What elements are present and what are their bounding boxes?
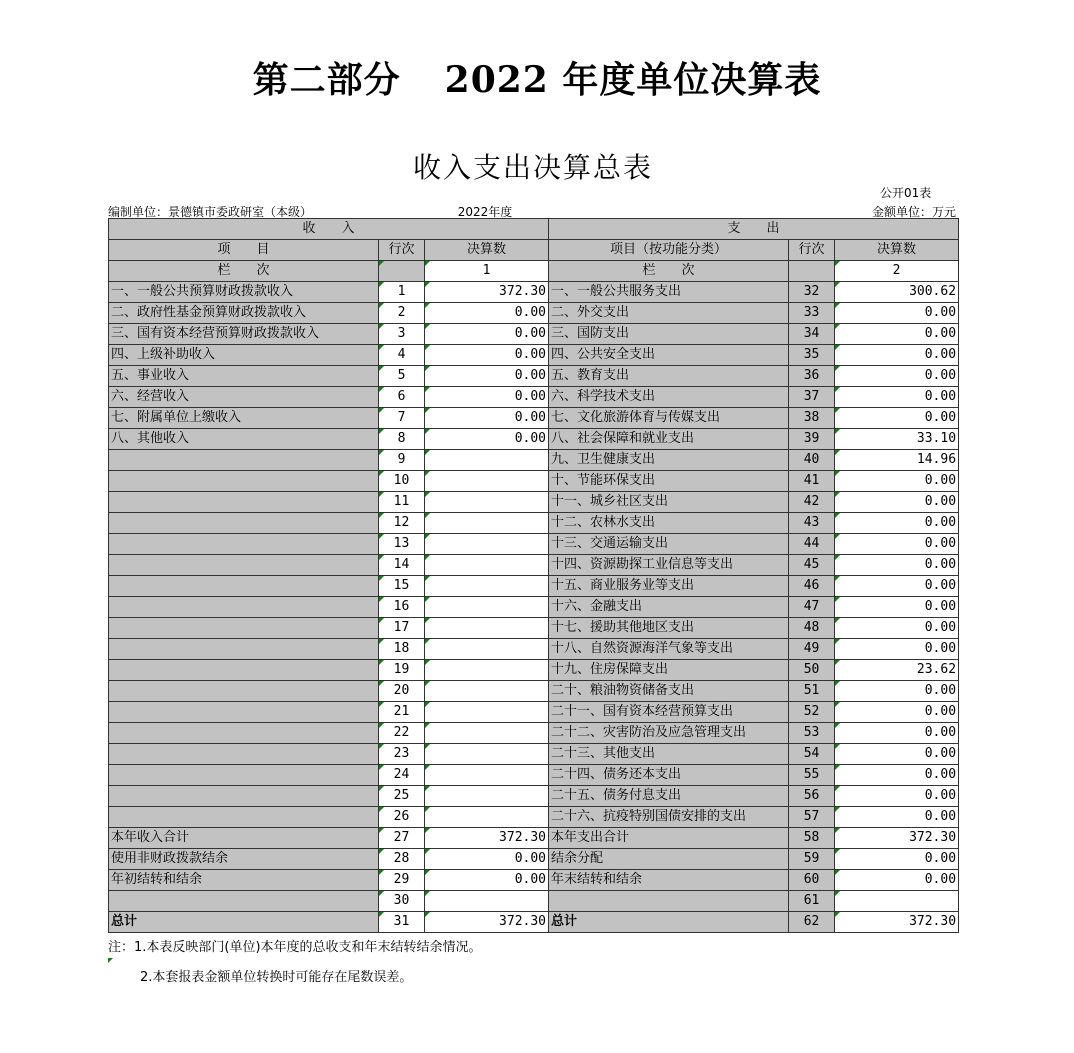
income-section-header: 收 入 bbox=[109, 219, 549, 240]
income-item-cell bbox=[109, 723, 379, 744]
table-row bbox=[109, 912, 959, 933]
income-item-cell bbox=[109, 639, 379, 660]
table-row bbox=[109, 702, 959, 723]
expense-item-cell: 八、社会保障和就业支出 bbox=[549, 429, 789, 450]
table-row bbox=[109, 492, 959, 513]
expense-item-cell: 二十五、债务付息支出 bbox=[549, 786, 789, 807]
income-item-cell bbox=[109, 744, 379, 765]
expense-rowno-cell: 53 bbox=[789, 723, 835, 744]
income-rowno-cell: 10 bbox=[379, 471, 425, 492]
expense-amount-cell: 0.00 bbox=[835, 492, 959, 513]
income-item-cell: 四、上级补助收入 bbox=[109, 345, 379, 366]
expense-amount-cell: 0.00 bbox=[835, 681, 959, 702]
income-rowno-cell: 8 bbox=[379, 429, 425, 450]
expense-amount-cell: 0.00 bbox=[835, 849, 959, 870]
expense-item-cell: 五、教育支出 bbox=[549, 366, 789, 387]
expense-amount-cell: 0.00 bbox=[835, 639, 959, 660]
income-item-cell bbox=[109, 807, 379, 828]
income-rowno-cell: 13 bbox=[379, 534, 425, 555]
income-amount-cell: 0.00 bbox=[425, 387, 549, 408]
expense-item-cell: 二十、粮油物资储备支出 bbox=[549, 681, 789, 702]
income-amount-cell bbox=[425, 786, 549, 807]
expense-column-label: 栏 次 bbox=[549, 261, 789, 282]
table-code: 公开01表 bbox=[880, 186, 932, 200]
expense-item-cell: 二十三、其他支出 bbox=[549, 744, 789, 765]
income-rowno-cell: 15 bbox=[379, 576, 425, 597]
expense-item-cell: 二、外交支出 bbox=[549, 303, 789, 324]
expense-rowno-cell: 45 bbox=[789, 555, 835, 576]
expense-rowno-cell: 48 bbox=[789, 618, 835, 639]
report-year: 2022年度 bbox=[457, 205, 513, 219]
table-row bbox=[109, 555, 959, 576]
sheet-title: 收入支出决算总表 bbox=[412, 151, 653, 184]
expense-amount-cell: 0.00 bbox=[835, 807, 959, 828]
expense-rowno-cell: 58 bbox=[789, 828, 835, 849]
expense-section-header: 支 出 bbox=[549, 219, 959, 240]
expense-item-cell: 二十二、灾害防治及应急管理支出 bbox=[549, 723, 789, 744]
income-rowno-cell: 5 bbox=[379, 366, 425, 387]
table-row bbox=[109, 597, 959, 618]
income-item-cell bbox=[109, 765, 379, 786]
table-row bbox=[109, 324, 959, 345]
table-body bbox=[109, 219, 959, 933]
income-amount-cell bbox=[425, 723, 549, 744]
income-amount-cell: 0.00 bbox=[425, 408, 549, 429]
income-item-cell: 二、政府性基金预算财政拨款收入 bbox=[109, 303, 379, 324]
income-amount-cell bbox=[425, 807, 549, 828]
income-rowno-cell: 3 bbox=[379, 324, 425, 345]
expense-rowno-cell: 61 bbox=[789, 891, 835, 912]
expense-item-cell: 十七、援助其他地区支出 bbox=[549, 618, 789, 639]
expense-item-cell: 六、科学技术支出 bbox=[549, 387, 789, 408]
income-amount-header: 决算数 bbox=[425, 240, 549, 261]
income-rowno-cell: 31 bbox=[379, 912, 425, 933]
income-rowno-cell: 19 bbox=[379, 660, 425, 681]
income-item-cell: 总计 bbox=[109, 912, 379, 933]
expense-rowno-cell: 41 bbox=[789, 471, 835, 492]
expense-item-cell: 二十一、国有资本经营预算支出 bbox=[549, 702, 789, 723]
income-rowno-cell: 23 bbox=[379, 744, 425, 765]
table-row bbox=[109, 849, 959, 870]
expense-item-cell: 十五、商业服务业等支出 bbox=[549, 576, 789, 597]
income-rowno-cell: 1 bbox=[379, 282, 425, 303]
income-rowno-cell: 14 bbox=[379, 555, 425, 576]
income-item-cell bbox=[109, 597, 379, 618]
expense-amount-cell: 0.00 bbox=[835, 744, 959, 765]
table-row bbox=[109, 366, 959, 387]
expense-amount-cell: 0.00 bbox=[835, 345, 959, 366]
header-row-sections bbox=[109, 219, 959, 240]
table-row bbox=[109, 660, 959, 681]
expense-item-cell: 十一、城乡社区支出 bbox=[549, 492, 789, 513]
income-rowno-cell: 28 bbox=[379, 849, 425, 870]
income-amount-cell bbox=[425, 513, 549, 534]
expense-item-cell: 十、节能环保支出 bbox=[549, 471, 789, 492]
expense-amount-cell: 0.00 bbox=[835, 366, 959, 387]
expense-column-index: 2 bbox=[835, 261, 959, 282]
expense-rowno-cell: 36 bbox=[789, 366, 835, 387]
compile-unit: 编制单位：景德镇市委政研室（本级） bbox=[108, 205, 313, 219]
income-item-cell: 三、国有资本经营预算财政拨款收入 bbox=[109, 324, 379, 345]
expense-rowno-cell: 54 bbox=[789, 744, 835, 765]
income-rowno-cell: 17 bbox=[379, 618, 425, 639]
expense-item-cell bbox=[549, 891, 789, 912]
income-item-cell bbox=[109, 450, 379, 471]
table-row bbox=[109, 807, 959, 828]
expense-amount-cell: 33.10 bbox=[835, 429, 959, 450]
expense-amount-cell: 0.00 bbox=[835, 534, 959, 555]
expense-amount-cell: 372.30 bbox=[835, 912, 959, 933]
income-item-cell: 六、经营收入 bbox=[109, 387, 379, 408]
income-amount-cell: 0.00 bbox=[425, 303, 549, 324]
income-item-cell: 年初结转和结余 bbox=[109, 870, 379, 891]
part-title bbox=[0, 52, 1074, 103]
income-rowno-cell: 4 bbox=[379, 345, 425, 366]
table-row bbox=[109, 303, 959, 324]
expense-rowno-cell: 32 bbox=[789, 282, 835, 303]
expense-rowno-cell: 33 bbox=[789, 303, 835, 324]
table-row bbox=[109, 387, 959, 408]
table-row bbox=[109, 345, 959, 366]
expense-rowno-cell: 56 bbox=[789, 786, 835, 807]
income-rowno-cell: 9 bbox=[379, 450, 425, 471]
income-item-cell bbox=[109, 702, 379, 723]
expense-item-cell: 结余分配 bbox=[549, 849, 789, 870]
expense-rowno-cell: 35 bbox=[789, 345, 835, 366]
table-row bbox=[109, 429, 959, 450]
expense-item-cell: 十八、自然资源海洋气象等支出 bbox=[549, 639, 789, 660]
income-item-cell bbox=[109, 660, 379, 681]
income-rowno-cell: 7 bbox=[379, 408, 425, 429]
expense-item-cell: 三、国防支出 bbox=[549, 324, 789, 345]
income-item-cell bbox=[109, 576, 379, 597]
expense-amount-cell: 0.00 bbox=[835, 576, 959, 597]
income-amount-cell bbox=[425, 891, 549, 912]
income-amount-cell bbox=[425, 681, 549, 702]
income-item-cell bbox=[109, 786, 379, 807]
expense-amount-cell: 0.00 bbox=[835, 870, 959, 891]
expense-amount-cell: 0.00 bbox=[835, 702, 959, 723]
income-amount-cell: 0.00 bbox=[425, 429, 549, 450]
income-item-cell: 一、一般公共预算财政拨款收入 bbox=[109, 282, 379, 303]
table-row bbox=[109, 786, 959, 807]
part-title-left: 第二部分 bbox=[252, 59, 401, 101]
table-row bbox=[109, 870, 959, 891]
expense-amount-cell: 0.00 bbox=[835, 618, 959, 639]
income-amount-cell bbox=[425, 702, 549, 723]
expense-amount-cell: 0.00 bbox=[835, 408, 959, 429]
expense-item-cell: 四、公共安全支出 bbox=[549, 345, 789, 366]
expense-rowno-cell: 49 bbox=[789, 639, 835, 660]
table-row bbox=[109, 723, 959, 744]
expense-rowno-cell: 50 bbox=[789, 660, 835, 681]
income-amount-cell bbox=[425, 450, 549, 471]
expense-item-cell: 年末结转和结余 bbox=[549, 870, 789, 891]
expense-item-cell: 二十六、抗疫特别国债安排的支出 bbox=[549, 807, 789, 828]
income-item-cell: 使用非财政拨款结余 bbox=[109, 849, 379, 870]
income-amount-cell: 0.00 bbox=[425, 366, 549, 387]
income-item-cell bbox=[109, 492, 379, 513]
expense-rowno-cell: 38 bbox=[789, 408, 835, 429]
expense-rowno-cell: 42 bbox=[789, 492, 835, 513]
expense-rowno-cell: 37 bbox=[789, 387, 835, 408]
income-amount-cell bbox=[425, 660, 549, 681]
note-marker bbox=[108, 958, 113, 963]
expense-rowno-cell: 34 bbox=[789, 324, 835, 345]
income-amount-cell: 372.30 bbox=[425, 912, 549, 933]
income-amount-cell bbox=[425, 765, 549, 786]
expense-amount-cell: 0.00 bbox=[835, 324, 959, 345]
income-amount-cell bbox=[425, 534, 549, 555]
expense-amount-cell: 23.62 bbox=[835, 660, 959, 681]
income-rowno-cell: 24 bbox=[379, 765, 425, 786]
income-rowno-cell: 20 bbox=[379, 681, 425, 702]
expense-rowno-cell: 43 bbox=[789, 513, 835, 534]
income-amount-cell: 0.00 bbox=[425, 324, 549, 345]
expense-rowno-cell: 40 bbox=[789, 450, 835, 471]
expense-item-cell: 十三、交通运输支出 bbox=[549, 534, 789, 555]
income-item-cell bbox=[109, 681, 379, 702]
income-amount-cell: 0.00 bbox=[425, 849, 549, 870]
note-2: 2.本套报表金额单位转换时可能存在尾数误差。 bbox=[140, 970, 413, 985]
table-row bbox=[109, 513, 959, 534]
table-row bbox=[109, 576, 959, 597]
expense-amount-cell: 0.00 bbox=[835, 765, 959, 786]
expense-amount-cell: 0.00 bbox=[835, 723, 959, 744]
expense-rowno-cell: 57 bbox=[789, 807, 835, 828]
expense-amount-cell: 0.00 bbox=[835, 471, 959, 492]
expense-rowno-cell: 47 bbox=[789, 597, 835, 618]
expense-item-cell: 十二、农林水支出 bbox=[549, 513, 789, 534]
income-amount-cell bbox=[425, 555, 549, 576]
table-row bbox=[109, 471, 959, 492]
income-rowno-cell: 6 bbox=[379, 387, 425, 408]
expense-rowno-cell: 39 bbox=[789, 429, 835, 450]
expense-column-blank bbox=[789, 261, 835, 282]
table-row bbox=[109, 891, 959, 912]
income-amount-cell bbox=[425, 597, 549, 618]
income-amount-cell: 372.30 bbox=[425, 828, 549, 849]
expense-amount-cell: 372.30 bbox=[835, 828, 959, 849]
income-rowno-cell: 25 bbox=[379, 786, 425, 807]
money-unit: 金额单位：万元 bbox=[871, 205, 956, 219]
income-rowno-cell: 12 bbox=[379, 513, 425, 534]
header-row-columns bbox=[109, 240, 959, 261]
expense-item-cell: 十四、资源勘探工业信息等支出 bbox=[549, 555, 789, 576]
income-rowno-cell: 11 bbox=[379, 492, 425, 513]
income-item-cell bbox=[109, 618, 379, 639]
expense-amount-cell bbox=[835, 891, 959, 912]
expense-item-header: 项目（按功能分类） bbox=[549, 240, 789, 261]
expense-amount-cell: 0.00 bbox=[835, 303, 959, 324]
note-1: 注：1.本表反映部门(单位)本年度的总收支和年末结转结余情况。 bbox=[108, 940, 482, 955]
income-amount-cell: 0.00 bbox=[425, 345, 549, 366]
income-column-label: 栏 次 bbox=[109, 261, 379, 282]
income-column-blank bbox=[379, 261, 425, 282]
income-amount-cell bbox=[425, 744, 549, 765]
income-rowno-cell: 22 bbox=[379, 723, 425, 744]
expense-item-cell: 九、卫生健康支出 bbox=[549, 450, 789, 471]
expense-item-cell: 二十四、债务还本支出 bbox=[549, 765, 789, 786]
table-row bbox=[109, 408, 959, 429]
expense-amount-header: 决算数 bbox=[835, 240, 959, 261]
income-amount-cell bbox=[425, 639, 549, 660]
income-rowno-cell: 29 bbox=[379, 870, 425, 891]
header-row-column-index bbox=[109, 261, 959, 282]
income-item-header: 项 目 bbox=[109, 240, 379, 261]
income-rowno-header: 行次 bbox=[379, 240, 425, 261]
expense-amount-cell: 0.00 bbox=[835, 513, 959, 534]
table-row bbox=[109, 282, 959, 303]
income-rowno-cell: 27 bbox=[379, 828, 425, 849]
income-item-cell: 七、附属单位上缴收入 bbox=[109, 408, 379, 429]
expense-item-cell: 一、一般公共服务支出 bbox=[549, 282, 789, 303]
income-rowno-cell: 18 bbox=[379, 639, 425, 660]
income-item-cell bbox=[109, 513, 379, 534]
expense-amount-cell: 300.62 bbox=[835, 282, 959, 303]
income-item-cell bbox=[109, 534, 379, 555]
table-row bbox=[109, 681, 959, 702]
expense-amount-cell: 0.00 bbox=[835, 387, 959, 408]
income-item-cell: 八、其他收入 bbox=[109, 429, 379, 450]
expense-amount-cell: 0.00 bbox=[835, 555, 959, 576]
income-item-cell: 五、事业收入 bbox=[109, 366, 379, 387]
table-row bbox=[109, 618, 959, 639]
table-row bbox=[109, 765, 959, 786]
table-row bbox=[109, 534, 959, 555]
table-row bbox=[109, 744, 959, 765]
expense-rowno-cell: 59 bbox=[789, 849, 835, 870]
income-amount-cell bbox=[425, 576, 549, 597]
expense-rowno-cell: 55 bbox=[789, 765, 835, 786]
income-item-cell bbox=[109, 471, 379, 492]
expense-item-cell: 本年支出合计 bbox=[549, 828, 789, 849]
income-amount-cell: 0.00 bbox=[425, 870, 549, 891]
expense-rowno-cell: 51 bbox=[789, 681, 835, 702]
income-rowno-cell: 2 bbox=[379, 303, 425, 324]
expense-rowno-cell: 46 bbox=[789, 576, 835, 597]
expense-rowno-cell: 52 bbox=[789, 702, 835, 723]
expense-rowno-header: 行次 bbox=[789, 240, 835, 261]
expense-item-cell: 总计 bbox=[549, 912, 789, 933]
income-column-index: 1 bbox=[425, 261, 549, 282]
income-amount-cell bbox=[425, 492, 549, 513]
summary-table bbox=[108, 218, 959, 933]
expense-rowno-cell: 62 bbox=[789, 912, 835, 933]
part-title-right: 2022 年度单位决算表 bbox=[444, 59, 822, 101]
table-row bbox=[109, 828, 959, 849]
income-amount-cell bbox=[425, 471, 549, 492]
expense-amount-cell: 0.00 bbox=[835, 786, 959, 807]
expense-rowno-cell: 44 bbox=[789, 534, 835, 555]
expense-item-cell: 七、文化旅游体育与传媒支出 bbox=[549, 408, 789, 429]
income-rowno-cell: 26 bbox=[379, 807, 425, 828]
table-row bbox=[109, 639, 959, 660]
income-rowno-cell: 16 bbox=[379, 597, 425, 618]
income-rowno-cell: 30 bbox=[379, 891, 425, 912]
income-amount-cell bbox=[425, 618, 549, 639]
income-rowno-cell: 21 bbox=[379, 702, 425, 723]
expense-item-cell: 十九、住房保障支出 bbox=[549, 660, 789, 681]
expense-item-cell: 十六、金融支出 bbox=[549, 597, 789, 618]
income-item-cell: 本年收入合计 bbox=[109, 828, 379, 849]
income-item-cell bbox=[109, 555, 379, 576]
expense-rowno-cell: 60 bbox=[789, 870, 835, 891]
income-amount-cell: 372.30 bbox=[425, 282, 549, 303]
table-row bbox=[109, 450, 959, 471]
income-item-cell bbox=[109, 891, 379, 912]
expense-amount-cell: 14.96 bbox=[835, 450, 959, 471]
expense-amount-cell: 0.00 bbox=[835, 597, 959, 618]
